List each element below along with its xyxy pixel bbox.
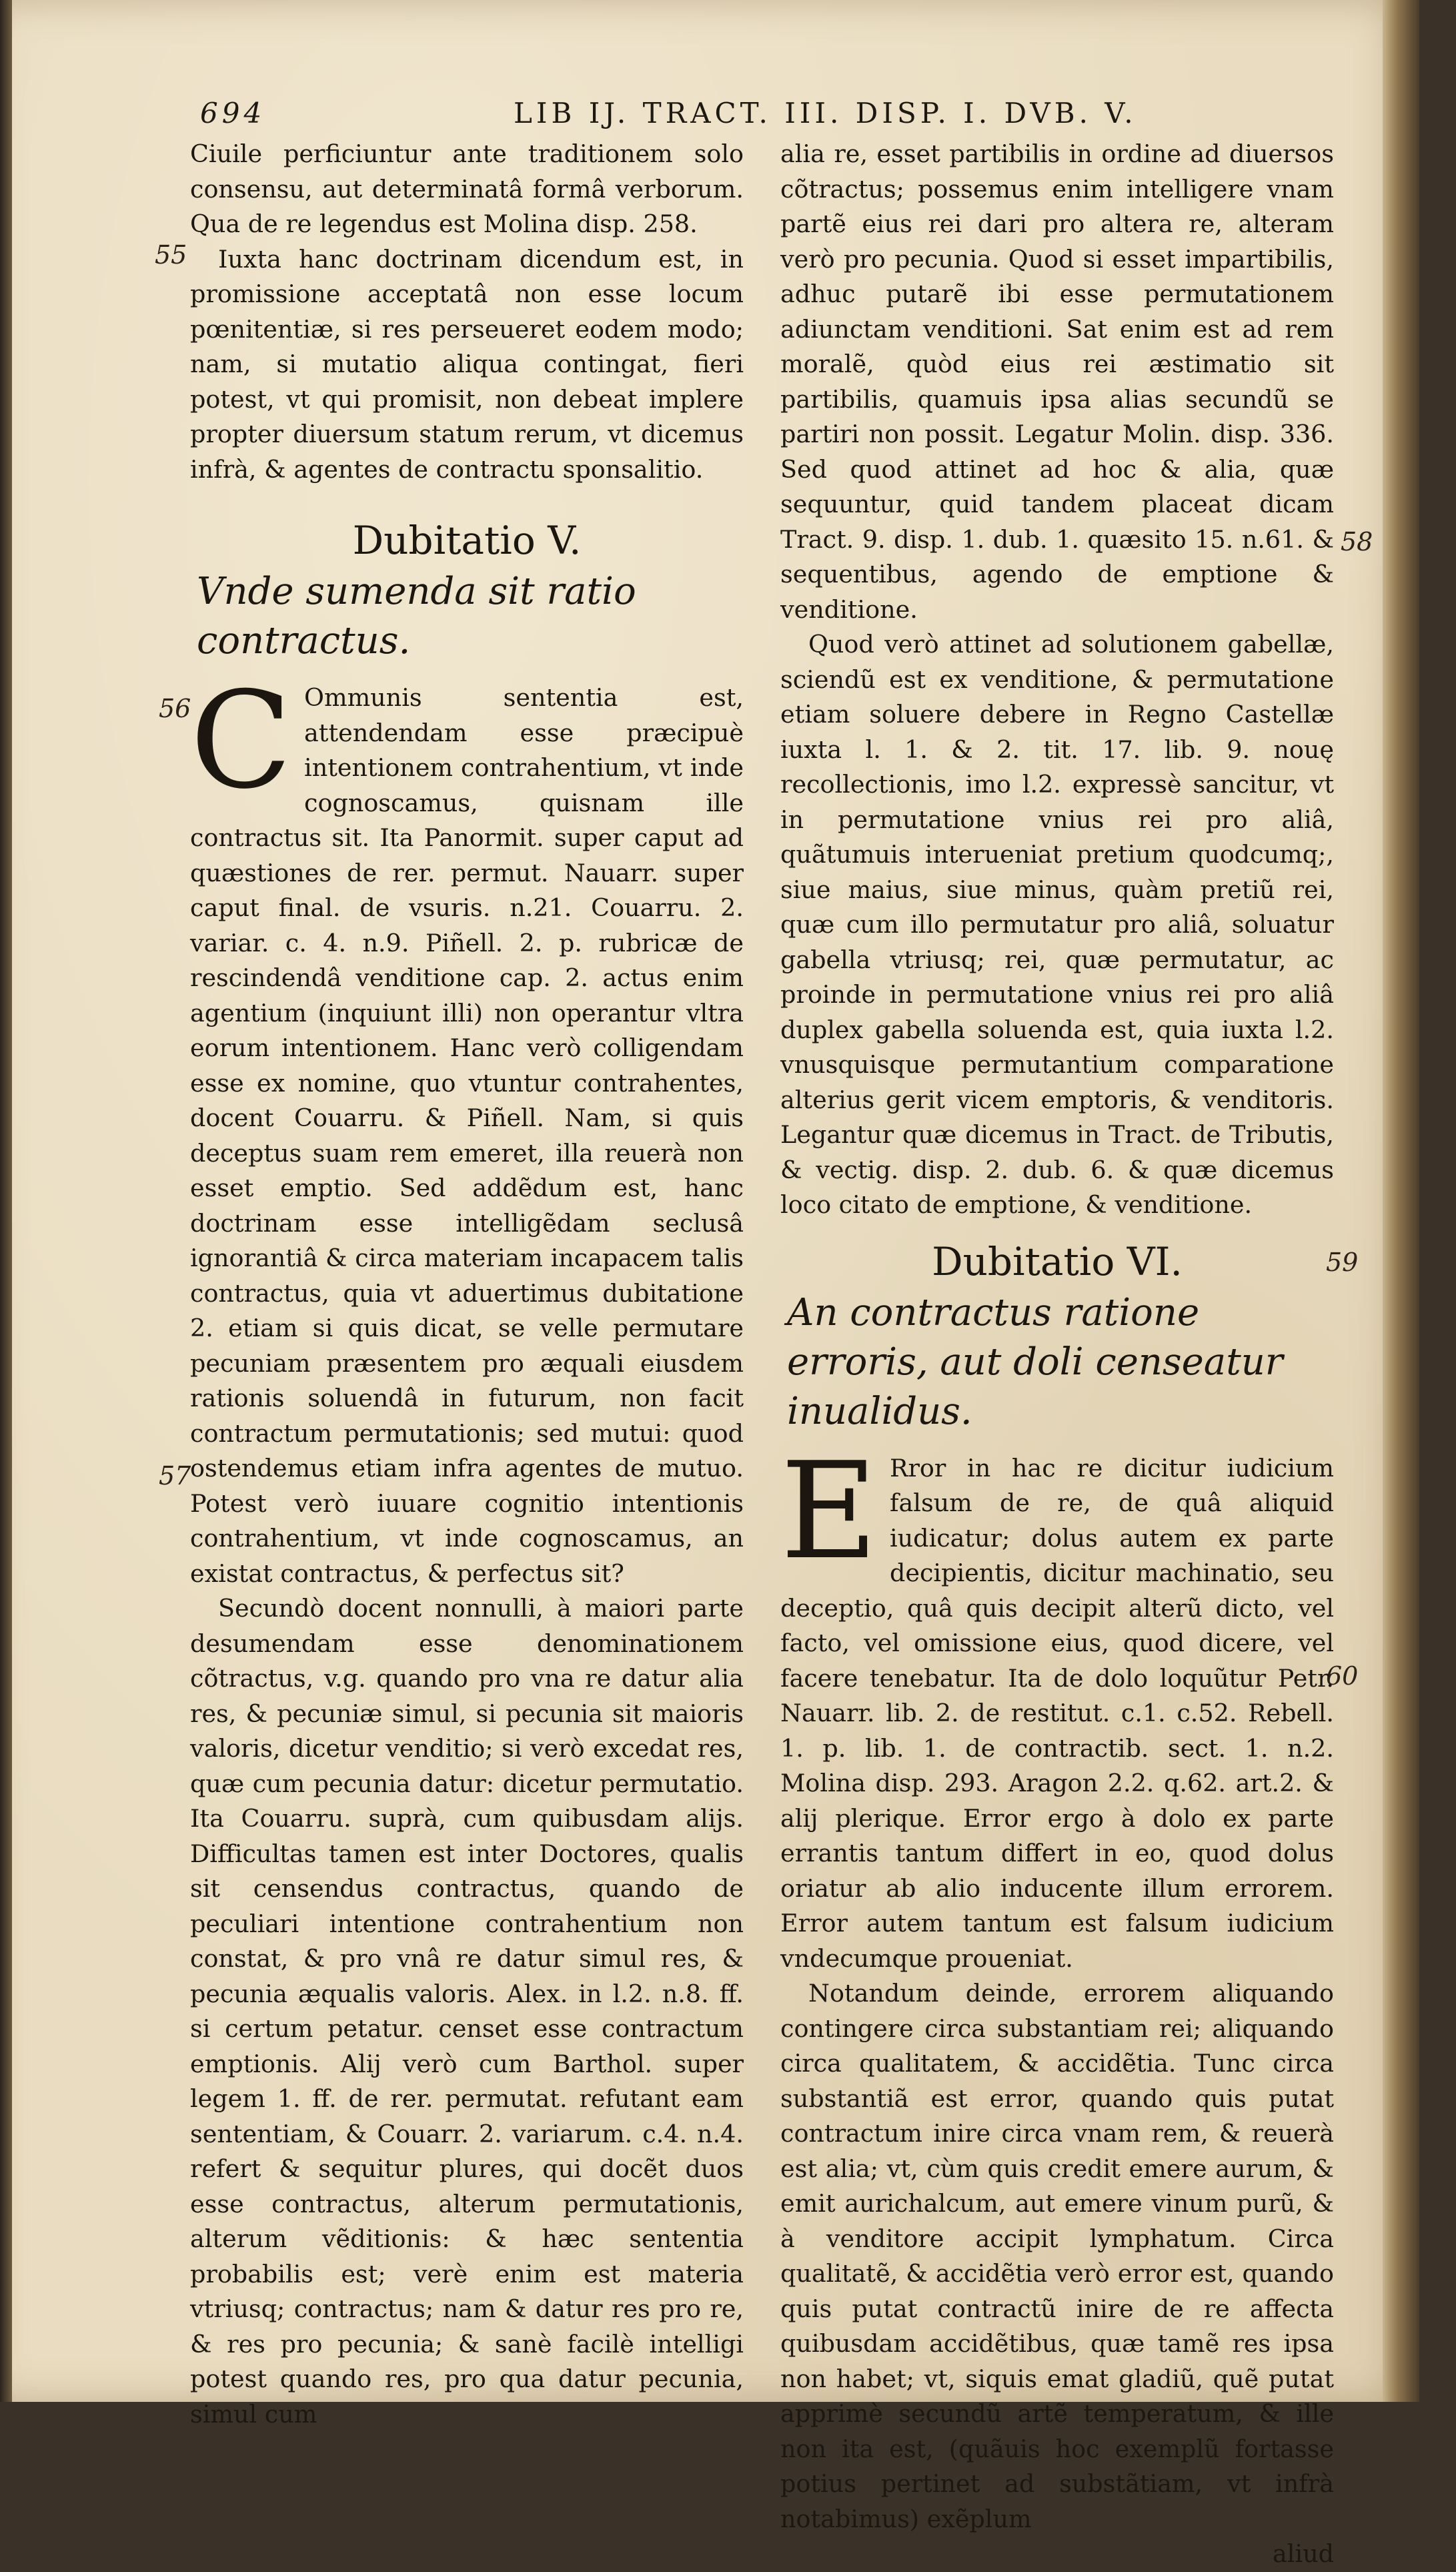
paragraph-56 (190, 663, 744, 1591)
margin-number-55: 55 (155, 240, 187, 270)
paragraph-55: Iuxta hanc doctrinam dicendum est, in promissione acceptatâ non esse locum pœnitentiæ, si res perseueret eodem modo; nam, si mutatio aliqua contingat, fieri potest, vt qui promisit, non debeat implere propter diuersum statum rerum, vt dicemus infrà, & agentes de contractu sponsalitio. (190, 244, 744, 484)
dubitatio-5-subtitle: Vnde sumenda sit ratio contractus. (197, 570, 636, 663)
paragraph-continued: Ciuile perficiuntur ante traditionem solo consensu, aut determinatâ formâ verborum. Qua de re legendus est Molina disp. 258. (190, 139, 744, 238)
margin-number-59: 59 (1326, 1248, 1359, 1277)
paragraph-continued-right: alia re, esset partibilis in ordine ad diuersos cõtractus; possemus enim intelligere vnam partẽ eius rei dari pro altera re, alteram verò pro pecunia. Quod si esset impartibilis, adhuc putarẽ ibi esse permutationem adiunctam venditioni. Sat enim est ad rem moralẽ, quòd eius rei æstimatio sit partibilis, quamuis ipsa alias secundũ se partiri non possit. Legatur Molin. disp. 336. Sed quod attinet ad hoc & alia, quæ sequuntur, quid tandem placeat dicam Tract. 9. disp. 1. dub. 1. quæsito 15. n.61. & sequentibus, agendo de emptione & venditione. (780, 139, 1334, 624)
book-gutter (0, 0, 12, 2402)
dropcap-initial: C (190, 663, 293, 819)
dubitatio-6-title: Dubitatio VI. (932, 1238, 1183, 1284)
right-column (780, 137, 1334, 2572)
paragraph-56-text: Ommunis sententia est, attendendam esse præcipuè intentionem contrahentium, vt inde cognoscamus, quisnam ille contractus sit. Ita Panormit. super caput ad quæstiones de rer. permut. Nauarr. super caput final. de vsuris. n.21. Couarru. 2. variar. c. 4. n.9. Piñell. 2. p. rubricæ de rescindendâ venditione cap. 2. actus enim agentium (inquiunt illi) non operantur vltra eorum intentionem. Hanc verò colligendam esse ex nomine, quo vtuntur contrahentes, docent Couarru. & Piñell. Nam, si quis deceptus suam rem emeret, illa reuerà non esset emptio. Sed addẽdum est, hanc doctrinam esse intelligẽdam seclusâ ignorantiâ & circa materiam incapacem talis contractus, quia vt aduertimus dubitatione 2. etiam si quis dicat, se velle permutare pecuniam præsentem pro æquali eiusdem rationis soluendâ in futurum, non facit contractum permutationis; sed mutui: quod ostendemus etiam infra agentes de mutuo. Potest verò iuuare cognitio intentionis contrahentium, vt inde cognoscamus, an existat contractus, & perfectus sit? (190, 683, 744, 1588)
paragraph-57: Secundò docent nonnulli, à maiori parte desumendam esse denominationem cõtractus, v.g. quando pro vna re datur alia res, & pecuniæ simul, si pecunia sit maioris valoris, dicetur venditio; si verò excedat res, quæ cum pecunia datur: dicetur permutatio. Ita Couarru. suprà, cum quibusdam alijs. Difficultas tamen est inter Doctores, qualis sit censendus contractus, quando de peculiari intentione contrahentium non constat, & pro vnâ re datur simul res, & pecunia æqualis valoris. Alex. in l.2. n.8. ff. si certum petatur. censet esse contractum emptionis. Alij verò cum Barthol. super legem 1. ff. de rer. permutat. refutant eam sententiam, & Couarr. 2. variarum. c.4. n.4. refert & sequitur plures, qui docẽt duos esse contractus, alterum permutationis, alterum vẽditionis: & hæc sententia probabilis est; verè enim est materia vtriusq; contractus; nam & datur res pro re, & res pro pecunia; & sanè facilè intelligi potest quando res, pro qua datur pecunia, simul cum (190, 1594, 744, 2429)
left-column (190, 137, 744, 2432)
running-header (200, 97, 1354, 137)
catchword: aliud (1273, 2539, 1334, 2568)
margin-number-58: 58 (1341, 527, 1373, 556)
paragraph-60: Notandum deinde, errorem aliquando contingere circa substantiam rei; aliquando circa qualitatem, & accidẽtia. Tunc circa substantiã est error, quando quis putat contractum inire circa vnam rem, & reuerà est alia; vt, cùm quis credit emere aurum, & emit aurichalcum, aut emere vinum purũ, & à venditore accipit lymphatum. Circa qualitatẽ, & accidẽtia verò error est, quando quis putat contractũ inire de re affecta quibusdam accidẽtibus, quæ tamẽ res ipsa non habet; vt, siquis emat gladiũ, quẽ putat apprimè secundũ artẽ temperatum, & ille non ita est, (quãuis hoc exemplũ fortasse potius pertinet ad substãtiam, vt infrà notabimus) exẽplum (780, 1979, 1334, 2533)
running-title: LIB IJ. TRACT. III. DISP. I. DVB. V. (514, 97, 1137, 129)
paragraph-58: Quod verò attinet ad solutionem gabellæ, sciendũ est ex venditione, & permutatione etiam soluere debere in Regno Castellæ iuxta l. 1. & 2. tit. 17. lib. 9. nouę recollectionis, imo l.2. expressè sancitur, vt in permutatione vnius rei pro aliâ, quãtumuis interueniat pretium quodcumq;, siue maius, siue minus, quàm pretiũ rei, quæ cum illo permutatur pro aliâ, soluatur gabella vtriusq; rei, quæ permutatur, ac proinde in permutatione vnius rei pro aliâ duplex gabella soluenda est, quia iuxta l.2. vnusquisque permutantium comparatione alterius gerit vicem emptoris, & venditoris. Legantur quæ dicemus in Tract. de Tributis, & vectig. disp. 2. dub. 6. & quæ dicemus loco citato de emptione, & venditione. (780, 630, 1334, 1219)
paragraph-59 (780, 1433, 1334, 1977)
dubitatio-6-subtitle: An contractus ratione erroris, aut doli censeatur inualidus. (787, 1290, 1283, 1433)
page-number: 694 (200, 97, 266, 129)
margin-number-56: 56 (159, 694, 191, 723)
page-fore-edge (1383, 0, 1419, 2402)
paragraph-59-text: Rror in hac re dicitur iudicium falsum de re, de quâ aliquid iudicatur; dolus autem ex parte decipientis, dicitur machinatio, seu deceptio, quâ quis decipit alterũ dicto, vel facto, vel omissione eius, quod dicere, vel facere tenebatur. Ita de dolo loquũtur Petr. Nauarr. lib. 2. de restitut. c.1. c.52. Rebell. 1. p. lib. 1. de contractib. sect. 1. n.2. Molina disp. 293. Aragon 2.2. q.62. art.2. & alij plerique. Error ergo à dolo ex parte errantis tantum differt in eo, quod dolus oriatur ab alio inducente illum errorem. Error autem tantum est falsum iudicium vndecumque proueniat. (780, 1453, 1334, 1973)
margin-number-60: 60 (1326, 1661, 1359, 1691)
margin-number-57: 57 (159, 1461, 191, 1490)
dropcap-initial-e: E (780, 1433, 878, 1589)
dubitatio-5-title: Dubitatio V. (352, 518, 582, 563)
